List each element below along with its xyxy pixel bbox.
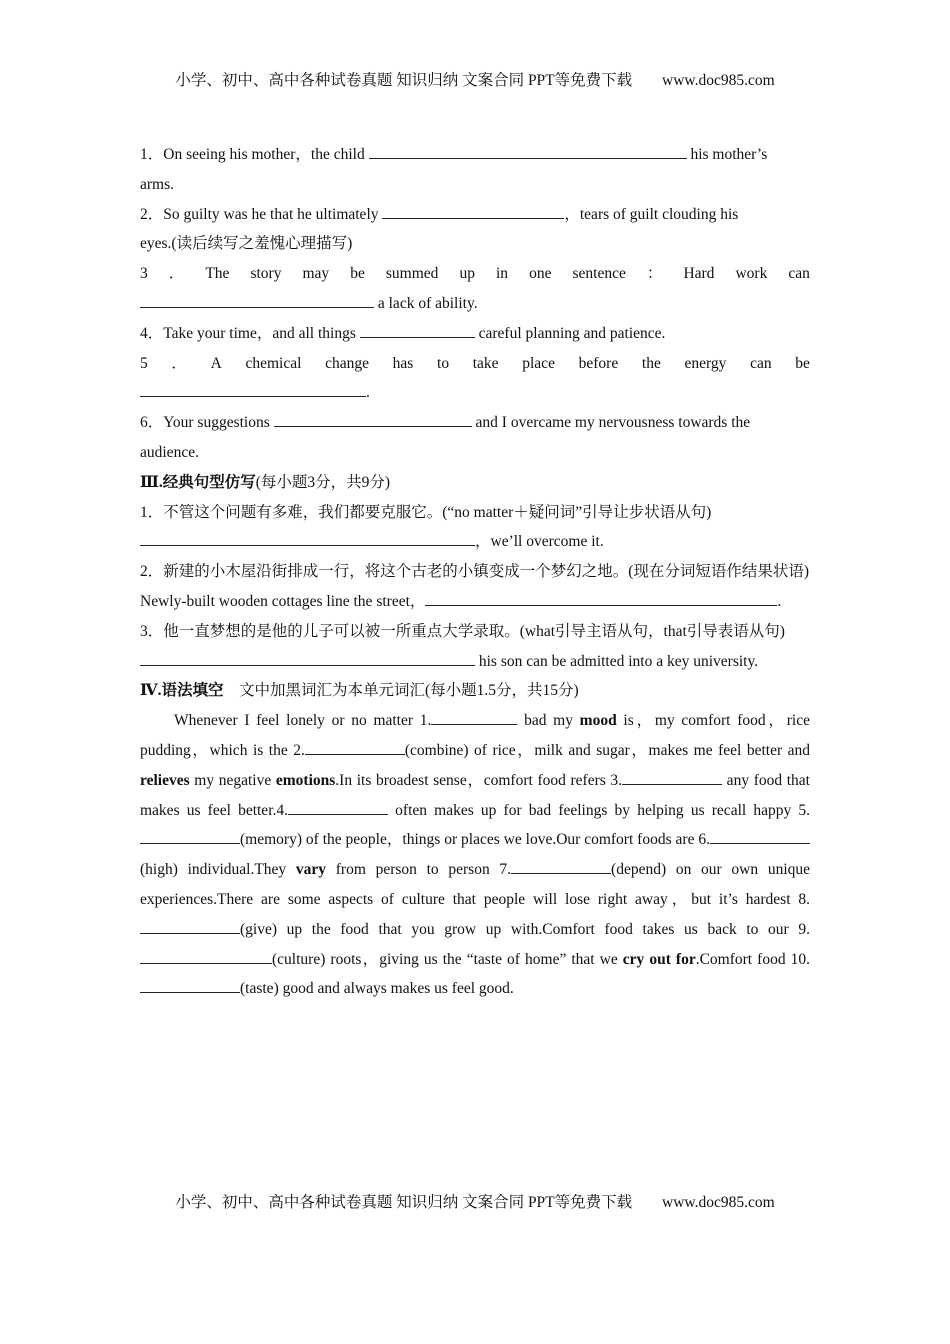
blank-2[interactable] <box>305 739 405 755</box>
item-1-text-b: his mother’s <box>686 146 768 163</box>
section-3-item-1-prompt: 1．不管这个问题有多难，我们都要克服它。(“no matter＋疑问词”引导让步状语从句) <box>140 503 712 521</box>
section-3-item-1-tail: ，we’ll overcome it. <box>475 533 604 551</box>
section-3-item-2-blank[interactable] <box>425 590 777 606</box>
item-4 <box>140 319 810 349</box>
section-3-item-3-prompt: 3．他一直梦想的是他的儿子可以被一所重点大学录取。(what引导主语从句，that引导表语从句) <box>140 622 785 640</box>
section-3-item-3 <box>140 617 810 677</box>
passage-text: .In its broadest sense，comfort food refers 3. <box>335 771 623 789</box>
passage-text: any food that makes us feel better.4. <box>140 771 810 819</box>
section-3-item-2-prompt: 2．新建的小木屋沿街排成一行，将这个古老的小镇变成一个梦幻之地。(现在分词短语作结果状语) <box>140 563 810 581</box>
section-3-item-3-tail: his son can be admitted into a key university. <box>475 652 759 670</box>
item-2 <box>140 200 810 260</box>
blank-9[interactable] <box>140 948 272 964</box>
item-5-word: has <box>392 354 414 372</box>
section-4-note: 文中加黑词汇为本单元词汇(每小题1.5分，共15分) <box>223 682 579 700</box>
item-3-word: be <box>350 265 365 283</box>
passage-text: (memory) of the people，things or places we love.Our comfort foods are 6. <box>240 831 710 849</box>
item-6 <box>140 408 810 468</box>
section-3-heading <box>140 468 810 498</box>
vocab-word-relieves: relieves <box>140 771 190 789</box>
item-3-word: ． <box>168 265 185 283</box>
section-3-item-2 <box>140 557 810 617</box>
item-4-text-b: careful planning and patience. <box>474 324 666 342</box>
header-text: 小学、初中、高中各种试卷真题 知识归纳 文案合同 PPT等免费下载 <box>175 72 633 89</box>
vocab-phrase-cry-out-for: cry out for <box>622 950 696 968</box>
vocab-word-vary: vary <box>295 861 327 879</box>
item-3-line-2 <box>140 289 810 319</box>
item-2-text-b: ，tears of guilt clouding his <box>564 205 739 223</box>
blank-8[interactable] <box>140 918 240 934</box>
blank-6[interactable] <box>710 828 810 844</box>
document-body <box>140 140 810 1004</box>
item-5-word: to <box>437 354 450 372</box>
item-1 <box>140 140 810 200</box>
footer-text: 小学、初中、高中各种试卷真题 知识归纳 文案合同 PPT等免费下载 <box>175 1194 633 1211</box>
item-5-word: change <box>325 354 369 372</box>
item-6-text-a: 6．Your suggestions <box>140 414 274 432</box>
passage-text: from person to person 7. <box>326 861 512 879</box>
item-3-text-b: a lack of ability. <box>374 294 478 312</box>
item-3-word: can <box>788 265 810 283</box>
passage-text: is，my comfort food，rice pudding，which is the 2. <box>140 712 810 759</box>
item-3-word: story <box>250 265 282 283</box>
item-5-word: place <box>522 354 555 372</box>
page-footer <box>0 1190 950 1212</box>
item-3-word: may <box>302 265 330 283</box>
section-4-heading <box>140 676 810 706</box>
section-4-title: Ⅳ.语法填空 <box>140 682 224 700</box>
section-3-item-1-blank[interactable] <box>140 530 475 546</box>
section-3-score: (每小题3分，共9分) <box>255 473 391 491</box>
passage-text: (culture) roots，giving us the “taste of home” that we <box>272 950 623 968</box>
item-3-word: sentence <box>572 265 626 283</box>
item-3-word: in <box>495 265 509 283</box>
item-5-word: ． <box>171 354 187 372</box>
passage-text: (give) up the food that you grow up with.Comfort food takes us back to our 9. <box>240 920 810 938</box>
item-5-word: before <box>578 354 619 372</box>
passage-text: (combine) of rice，milk and sugar，makes me feel better and <box>404 741 810 759</box>
item-3-line-1 <box>140 259 810 289</box>
item-1-blank[interactable] <box>369 143 687 159</box>
item-5-word: chemical <box>245 354 302 372</box>
page-header <box>0 68 950 90</box>
item-2-blank[interactable] <box>382 203 564 219</box>
item-3-word: 3 <box>140 265 148 283</box>
item-6-text-b: and I overcame my nervousness towards the <box>471 414 751 432</box>
item-4-blank[interactable] <box>360 322 475 338</box>
section-3-item-3-blank[interactable] <box>140 650 475 666</box>
passage-text: bad my <box>517 712 580 730</box>
blank-1[interactable] <box>431 709 517 725</box>
item-3-word: Hard <box>683 265 715 283</box>
item-5-line-1 <box>140 349 810 379</box>
item-3-word: work <box>735 265 768 283</box>
item-3-word: summed <box>385 265 439 283</box>
vocab-word-mood: mood <box>579 712 617 730</box>
passage-text: (taste) good and always makes us feel good. <box>240 980 514 998</box>
item-4-text-a: 4．Take your time，and all things <box>140 324 360 342</box>
blank-3[interactable] <box>622 769 722 785</box>
section-4-passage <box>140 706 810 1004</box>
header-site: www.doc985.com <box>662 72 775 89</box>
item-1-text-c: arms. <box>140 175 175 193</box>
item-3-word: ： <box>646 265 663 283</box>
item-5-word: can <box>750 354 772 372</box>
item-5-word: energy <box>684 354 727 372</box>
blank-7[interactable] <box>511 858 611 874</box>
vocab-word-emotions: emotions <box>275 771 336 789</box>
item-5-word: 5 <box>140 354 148 372</box>
item-5-word: take <box>472 354 499 372</box>
blank-10[interactable] <box>140 977 240 993</box>
item-3-word: one <box>529 265 552 283</box>
passage-text: my negative <box>189 771 276 789</box>
blank-4[interactable] <box>288 799 388 815</box>
item-6-blank[interactable] <box>274 411 472 427</box>
item-5-text-b: . <box>366 384 370 402</box>
section-3-title: Ⅲ.经典句型仿写 <box>140 473 256 491</box>
item-2-text-c: eyes.(读后续写之羞愧心理描写) <box>140 235 353 253</box>
passage-text: often makes up for bad feelings by helping us recall happy 5. <box>388 801 810 819</box>
item-3-blank[interactable] <box>140 292 374 308</box>
passage-text: (depend) on our own unique experiences.There are some aspects of culture that people will lose right away，but it’s hardest 8. <box>140 861 811 908</box>
footer-site: www.doc985.com <box>662 1194 775 1211</box>
item-5-word: be <box>795 354 810 372</box>
item-1-text-a: 1．On seeing his mother，the child <box>140 146 369 163</box>
passage-text: (high) individual.They <box>140 861 296 879</box>
item-5-word: the <box>641 354 661 372</box>
item-3-word: The <box>205 265 230 283</box>
section-3-item-2-tail: . <box>777 592 782 610</box>
item-5-line-2 <box>140 378 810 408</box>
passage-text: .Comfort food 10. <box>695 950 810 968</box>
section-3-item-2-lead: Newly-built wooden cottages line the street， <box>140 592 426 610</box>
item-3-word: up <box>459 265 475 283</box>
item-2-text-a: 2．So guilty was he that he ultimately <box>140 205 383 223</box>
section-3-item-1 <box>140 498 810 558</box>
item-6-text-c: audience. <box>140 443 199 461</box>
item-5-blank[interactable] <box>140 381 366 397</box>
blank-5[interactable] <box>140 828 240 844</box>
item-5-word: A <box>210 354 222 372</box>
passage-text: Whenever I feel lonely or no matter 1. <box>174 712 432 730</box>
